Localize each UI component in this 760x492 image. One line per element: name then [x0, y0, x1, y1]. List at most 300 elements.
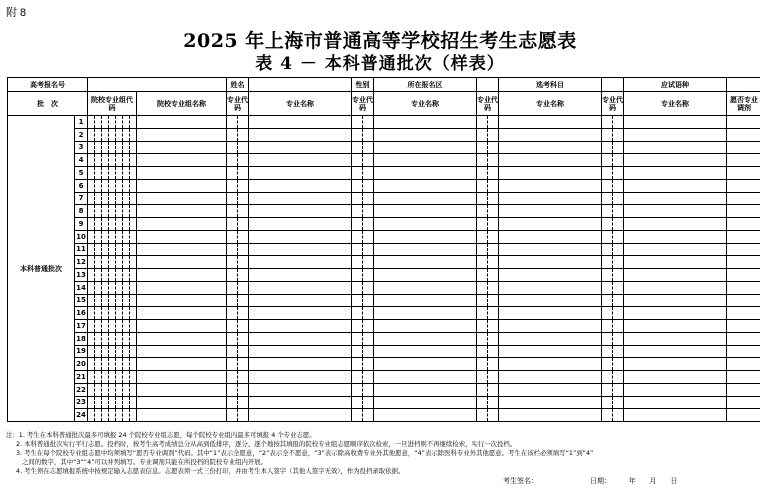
- major-name-cell[interactable]: [624, 371, 727, 384]
- major-code-cell[interactable]: [238, 409, 249, 422]
- major-code-cell[interactable]: [227, 192, 238, 205]
- major-name-cell[interactable]: [374, 332, 477, 345]
- major-name-cell[interactable]: [499, 358, 602, 371]
- major-code-cell[interactable]: [227, 320, 238, 333]
- major-name-cell[interactable]: [624, 332, 727, 345]
- group-code-cell[interactable]: [102, 167, 109, 180]
- adjust-cell[interactable]: [727, 154, 760, 167]
- group-code-cell[interactable]: [102, 409, 109, 422]
- group-code-cell[interactable]: [123, 218, 130, 231]
- major-code-cell[interactable]: [227, 230, 238, 243]
- major-code-cell[interactable]: [488, 409, 499, 422]
- major-name-cell[interactable]: [499, 371, 602, 384]
- major-code-cell[interactable]: [352, 205, 363, 218]
- group-code-cell[interactable]: [123, 269, 130, 282]
- group-code-cell[interactable]: [116, 358, 123, 371]
- major-code-cell[interactable]: [363, 179, 374, 192]
- major-name-cell[interactable]: [499, 243, 602, 256]
- major-name-cell[interactable]: [499, 230, 602, 243]
- major-name-cell[interactable]: [374, 345, 477, 358]
- major-code-cell[interactable]: [238, 243, 249, 256]
- group-name-cell[interactable]: [137, 371, 227, 384]
- major-code-cell[interactable]: [227, 256, 238, 269]
- group-code-cell[interactable]: [95, 179, 102, 192]
- major-code-cell[interactable]: [363, 128, 374, 141]
- major-code-cell[interactable]: [477, 371, 488, 384]
- group-code-cell[interactable]: [109, 332, 116, 345]
- group-code-cell[interactable]: [109, 205, 116, 218]
- major-name-cell[interactable]: [249, 128, 352, 141]
- group-code-cell[interactable]: [88, 294, 95, 307]
- major-code-cell[interactable]: [602, 371, 613, 384]
- major-code-cell[interactable]: [613, 243, 624, 256]
- group-code-cell[interactable]: [109, 230, 116, 243]
- group-name-cell[interactable]: [137, 218, 227, 231]
- major-code-cell[interactable]: [238, 383, 249, 396]
- major-code-cell[interactable]: [227, 269, 238, 282]
- major-code-cell[interactable]: [477, 167, 488, 180]
- group-code-cell[interactable]: [123, 128, 130, 141]
- major-code-cell[interactable]: [488, 128, 499, 141]
- group-code-cell[interactable]: [123, 358, 130, 371]
- group-code-cell[interactable]: [123, 281, 130, 294]
- group-name-cell[interactable]: [137, 332, 227, 345]
- group-code-cell[interactable]: [88, 345, 95, 358]
- major-name-cell[interactable]: [374, 128, 477, 141]
- group-code-cell[interactable]: [88, 383, 95, 396]
- group-code-cell[interactable]: [88, 269, 95, 282]
- major-code-cell[interactable]: [352, 281, 363, 294]
- major-code-cell[interactable]: [488, 345, 499, 358]
- group-name-cell[interactable]: [137, 358, 227, 371]
- major-name-cell[interactable]: [374, 320, 477, 333]
- major-code-cell[interactable]: [602, 320, 613, 333]
- group-name-cell[interactable]: [137, 141, 227, 154]
- major-code-cell[interactable]: [363, 269, 374, 282]
- group-code-cell[interactable]: [95, 243, 102, 256]
- group-code-cell[interactable]: [88, 371, 95, 384]
- group-code-cell[interactable]: [95, 167, 102, 180]
- group-code-cell[interactable]: [116, 167, 123, 180]
- major-name-cell[interactable]: [249, 192, 352, 205]
- major-name-cell[interactable]: [374, 179, 477, 192]
- major-name-cell[interactable]: [374, 167, 477, 180]
- major-code-cell[interactable]: [477, 243, 488, 256]
- major-name-cell[interactable]: [374, 281, 477, 294]
- major-code-cell[interactable]: [613, 281, 624, 294]
- major-code-cell[interactable]: [477, 332, 488, 345]
- major-name-cell[interactable]: [374, 154, 477, 167]
- major-code-cell[interactable]: [477, 230, 488, 243]
- group-code-cell[interactable]: [109, 141, 116, 154]
- group-code-cell[interactable]: [102, 243, 109, 256]
- major-code-cell[interactable]: [363, 116, 374, 129]
- major-name-cell[interactable]: [624, 128, 727, 141]
- major-code-cell[interactable]: [227, 358, 238, 371]
- major-name-cell[interactable]: [624, 409, 727, 422]
- major-code-cell[interactable]: [238, 256, 249, 269]
- group-code-cell[interactable]: [123, 192, 130, 205]
- major-code-cell[interactable]: [477, 154, 488, 167]
- major-name-cell[interactable]: [499, 396, 602, 409]
- major-code-cell[interactable]: [602, 192, 613, 205]
- major-name-cell[interactable]: [499, 154, 602, 167]
- major-code-cell[interactable]: [477, 179, 488, 192]
- major-code-cell[interactable]: [602, 409, 613, 422]
- major-code-cell[interactable]: [488, 371, 499, 384]
- group-code-cell[interactable]: [109, 128, 116, 141]
- group-code-cell[interactable]: [116, 230, 123, 243]
- group-code-cell[interactable]: [109, 294, 116, 307]
- major-name-cell[interactable]: [499, 269, 602, 282]
- major-code-cell[interactable]: [352, 116, 363, 129]
- major-name-cell[interactable]: [374, 294, 477, 307]
- group-code-cell[interactable]: [95, 294, 102, 307]
- major-code-cell[interactable]: [238, 141, 249, 154]
- major-code-cell[interactable]: [227, 141, 238, 154]
- group-code-cell[interactable]: [116, 205, 123, 218]
- major-name-cell[interactable]: [499, 320, 602, 333]
- group-code-cell[interactable]: [130, 141, 137, 154]
- group-code-cell[interactable]: [109, 116, 116, 129]
- group-name-cell[interactable]: [137, 116, 227, 129]
- group-code-cell[interactable]: [109, 345, 116, 358]
- major-name-cell[interactable]: [499, 192, 602, 205]
- adjust-cell[interactable]: [727, 281, 760, 294]
- group-name-cell[interactable]: [137, 294, 227, 307]
- major-name-cell[interactable]: [374, 243, 477, 256]
- major-code-cell[interactable]: [227, 116, 238, 129]
- major-code-cell[interactable]: [238, 358, 249, 371]
- major-name-cell[interactable]: [624, 358, 727, 371]
- group-code-cell[interactable]: [130, 205, 137, 218]
- major-code-cell[interactable]: [613, 396, 624, 409]
- major-code-cell[interactable]: [477, 218, 488, 231]
- group-code-cell[interactable]: [109, 383, 116, 396]
- major-name-cell[interactable]: [374, 383, 477, 396]
- group-code-cell[interactable]: [116, 383, 123, 396]
- group-code-cell[interactable]: [130, 383, 137, 396]
- group-code-cell[interactable]: [123, 243, 130, 256]
- group-code-cell[interactable]: [116, 371, 123, 384]
- group-name-cell[interactable]: [137, 409, 227, 422]
- group-code-cell[interactable]: [88, 230, 95, 243]
- major-code-cell[interactable]: [227, 345, 238, 358]
- major-code-cell[interactable]: [238, 230, 249, 243]
- major-code-cell[interactable]: [238, 371, 249, 384]
- adjust-cell[interactable]: [727, 192, 760, 205]
- group-code-cell[interactable]: [88, 409, 95, 422]
- major-code-cell[interactable]: [477, 320, 488, 333]
- major-code-cell[interactable]: [602, 358, 613, 371]
- major-code-cell[interactable]: [613, 383, 624, 396]
- adjust-cell[interactable]: [727, 371, 760, 384]
- major-code-cell[interactable]: [227, 371, 238, 384]
- major-code-cell[interactable]: [238, 294, 249, 307]
- major-code-cell[interactable]: [602, 269, 613, 282]
- major-code-cell[interactable]: [602, 154, 613, 167]
- major-code-cell[interactable]: [363, 383, 374, 396]
- group-code-cell[interactable]: [130, 371, 137, 384]
- group-code-cell[interactable]: [88, 167, 95, 180]
- major-code-cell[interactable]: [488, 332, 499, 345]
- major-name-cell[interactable]: [249, 243, 352, 256]
- group-code-cell[interactable]: [95, 307, 102, 320]
- major-code-cell[interactable]: [602, 141, 613, 154]
- major-code-cell[interactable]: [602, 307, 613, 320]
- major-code-cell[interactable]: [363, 154, 374, 167]
- major-name-cell[interactable]: [374, 116, 477, 129]
- group-code-cell[interactable]: [130, 269, 137, 282]
- major-code-cell[interactable]: [477, 116, 488, 129]
- group-code-cell[interactable]: [109, 358, 116, 371]
- group-code-cell[interactable]: [116, 294, 123, 307]
- major-code-cell[interactable]: [488, 281, 499, 294]
- major-code-cell[interactable]: [352, 256, 363, 269]
- major-code-cell[interactable]: [227, 281, 238, 294]
- major-code-cell[interactable]: [238, 320, 249, 333]
- group-code-cell[interactable]: [88, 179, 95, 192]
- major-code-cell[interactable]: [363, 307, 374, 320]
- major-code-cell[interactable]: [352, 243, 363, 256]
- major-code-cell[interactable]: [488, 307, 499, 320]
- major-code-cell[interactable]: [227, 205, 238, 218]
- adjust-cell[interactable]: [727, 256, 760, 269]
- group-code-cell[interactable]: [109, 154, 116, 167]
- group-code-cell[interactable]: [130, 358, 137, 371]
- group-name-cell[interactable]: [137, 256, 227, 269]
- major-code-cell[interactable]: [602, 383, 613, 396]
- major-code-cell[interactable]: [477, 269, 488, 282]
- major-code-cell[interactable]: [488, 230, 499, 243]
- group-code-cell[interactable]: [102, 307, 109, 320]
- group-code-cell[interactable]: [116, 256, 123, 269]
- major-code-cell[interactable]: [477, 345, 488, 358]
- group-name-cell[interactable]: [137, 205, 227, 218]
- adjust-cell[interactable]: [727, 141, 760, 154]
- major-code-cell[interactable]: [488, 218, 499, 231]
- major-code-cell[interactable]: [352, 294, 363, 307]
- major-code-cell[interactable]: [488, 256, 499, 269]
- major-code-cell[interactable]: [227, 307, 238, 320]
- major-code-cell[interactable]: [363, 371, 374, 384]
- adjust-cell[interactable]: [727, 116, 760, 129]
- major-name-cell[interactable]: [374, 396, 477, 409]
- major-name-cell[interactable]: [374, 218, 477, 231]
- group-code-cell[interactable]: [123, 179, 130, 192]
- group-name-cell[interactable]: [137, 230, 227, 243]
- major-code-cell[interactable]: [238, 332, 249, 345]
- major-code-cell[interactable]: [227, 332, 238, 345]
- major-code-cell[interactable]: [613, 269, 624, 282]
- major-name-cell[interactable]: [249, 332, 352, 345]
- group-code-cell[interactable]: [102, 332, 109, 345]
- group-code-cell[interactable]: [109, 396, 116, 409]
- major-name-cell[interactable]: [499, 332, 602, 345]
- major-code-cell[interactable]: [613, 192, 624, 205]
- group-code-cell[interactable]: [116, 179, 123, 192]
- major-name-cell[interactable]: [249, 307, 352, 320]
- major-code-cell[interactable]: [352, 167, 363, 180]
- group-code-cell[interactable]: [116, 320, 123, 333]
- major-code-cell[interactable]: [477, 192, 488, 205]
- group-code-cell[interactable]: [116, 332, 123, 345]
- group-code-cell[interactable]: [109, 167, 116, 180]
- major-name-cell[interactable]: [249, 345, 352, 358]
- major-code-cell[interactable]: [477, 294, 488, 307]
- group-code-cell[interactable]: [102, 192, 109, 205]
- major-code-cell[interactable]: [613, 179, 624, 192]
- major-name-cell[interactable]: [249, 396, 352, 409]
- major-name-cell[interactable]: [374, 192, 477, 205]
- major-name-cell[interactable]: [624, 396, 727, 409]
- major-code-cell[interactable]: [477, 307, 488, 320]
- major-code-cell[interactable]: [352, 154, 363, 167]
- major-name-cell[interactable]: [499, 294, 602, 307]
- group-code-cell[interactable]: [88, 205, 95, 218]
- major-code-cell[interactable]: [488, 116, 499, 129]
- group-code-cell[interactable]: [109, 281, 116, 294]
- group-code-cell[interactable]: [130, 192, 137, 205]
- group-code-cell[interactable]: [116, 128, 123, 141]
- major-name-cell[interactable]: [499, 179, 602, 192]
- major-name-cell[interactable]: [624, 116, 727, 129]
- group-code-cell[interactable]: [130, 218, 137, 231]
- major-code-cell[interactable]: [227, 154, 238, 167]
- major-name-cell[interactable]: [499, 256, 602, 269]
- major-code-cell[interactable]: [352, 192, 363, 205]
- major-code-cell[interactable]: [488, 205, 499, 218]
- major-name-cell[interactable]: [249, 409, 352, 422]
- group-code-cell[interactable]: [109, 269, 116, 282]
- group-code-cell[interactable]: [109, 371, 116, 384]
- group-code-cell[interactable]: [130, 345, 137, 358]
- major-code-cell[interactable]: [602, 332, 613, 345]
- major-code-cell[interactable]: [363, 294, 374, 307]
- group-code-cell[interactable]: [109, 218, 116, 231]
- group-code-cell[interactable]: [130, 332, 137, 345]
- major-name-cell[interactable]: [249, 281, 352, 294]
- major-code-cell[interactable]: [488, 269, 499, 282]
- major-code-cell[interactable]: [613, 358, 624, 371]
- major-code-cell[interactable]: [363, 167, 374, 180]
- group-code-cell[interactable]: [116, 116, 123, 129]
- group-code-cell[interactable]: [123, 116, 130, 129]
- group-code-cell[interactable]: [123, 396, 130, 409]
- group-code-cell[interactable]: [123, 141, 130, 154]
- major-code-cell[interactable]: [363, 205, 374, 218]
- group-code-cell[interactable]: [88, 256, 95, 269]
- major-code-cell[interactable]: [488, 358, 499, 371]
- major-code-cell[interactable]: [352, 307, 363, 320]
- major-name-cell[interactable]: [499, 167, 602, 180]
- group-code-cell[interactable]: [116, 154, 123, 167]
- major-code-cell[interactable]: [488, 294, 499, 307]
- major-code-cell[interactable]: [488, 320, 499, 333]
- group-code-cell[interactable]: [116, 269, 123, 282]
- major-name-cell[interactable]: [249, 371, 352, 384]
- major-code-cell[interactable]: [238, 192, 249, 205]
- major-code-cell[interactable]: [613, 230, 624, 243]
- major-code-cell[interactable]: [488, 167, 499, 180]
- group-code-cell[interactable]: [88, 141, 95, 154]
- adjust-cell[interactable]: [727, 128, 760, 141]
- group-code-cell[interactable]: [130, 256, 137, 269]
- major-code-cell[interactable]: [352, 409, 363, 422]
- major-name-cell[interactable]: [249, 116, 352, 129]
- major-code-cell[interactable]: [602, 256, 613, 269]
- name-field[interactable]: [249, 78, 352, 92]
- major-name-cell[interactable]: [624, 243, 727, 256]
- major-code-cell[interactable]: [238, 205, 249, 218]
- major-code-cell[interactable]: [363, 230, 374, 243]
- adjust-cell[interactable]: [727, 307, 760, 320]
- group-code-cell[interactable]: [102, 383, 109, 396]
- major-code-cell[interactable]: [238, 154, 249, 167]
- major-code-cell[interactable]: [363, 358, 374, 371]
- major-name-cell[interactable]: [499, 141, 602, 154]
- adjust-cell[interactable]: [727, 167, 760, 180]
- exam-no-field[interactable]: [88, 78, 227, 92]
- group-code-cell[interactable]: [116, 307, 123, 320]
- group-code-cell[interactable]: [88, 243, 95, 256]
- group-name-cell[interactable]: [137, 345, 227, 358]
- group-code-cell[interactable]: [102, 179, 109, 192]
- group-code-cell[interactable]: [130, 409, 137, 422]
- group-code-cell[interactable]: [116, 218, 123, 231]
- group-code-cell[interactable]: [123, 383, 130, 396]
- group-code-cell[interactable]: [116, 396, 123, 409]
- major-name-cell[interactable]: [249, 230, 352, 243]
- major-name-cell[interactable]: [374, 307, 477, 320]
- major-code-cell[interactable]: [352, 396, 363, 409]
- major-name-cell[interactable]: [249, 179, 352, 192]
- major-code-cell[interactable]: [227, 396, 238, 409]
- group-name-cell[interactable]: [137, 154, 227, 167]
- group-code-cell[interactable]: [95, 320, 102, 333]
- major-name-cell[interactable]: [249, 256, 352, 269]
- major-code-cell[interactable]: [477, 396, 488, 409]
- major-name-cell[interactable]: [374, 371, 477, 384]
- group-code-cell[interactable]: [88, 218, 95, 231]
- subject-field[interactable]: [602, 78, 624, 92]
- major-name-cell[interactable]: [499, 383, 602, 396]
- major-name-cell[interactable]: [374, 230, 477, 243]
- major-code-cell[interactable]: [613, 409, 624, 422]
- group-code-cell[interactable]: [102, 205, 109, 218]
- major-name-cell[interactable]: [499, 345, 602, 358]
- major-code-cell[interactable]: [238, 128, 249, 141]
- major-code-cell[interactable]: [488, 179, 499, 192]
- group-code-cell[interactable]: [130, 294, 137, 307]
- major-code-cell[interactable]: [477, 141, 488, 154]
- adjust-cell[interactable]: [727, 205, 760, 218]
- group-code-cell[interactable]: [88, 128, 95, 141]
- adjust-cell[interactable]: [727, 332, 760, 345]
- major-name-cell[interactable]: [249, 218, 352, 231]
- group-code-cell[interactable]: [109, 243, 116, 256]
- major-code-cell[interactable]: [227, 128, 238, 141]
- adjust-cell[interactable]: [727, 243, 760, 256]
- major-name-cell[interactable]: [624, 192, 727, 205]
- group-code-cell[interactable]: [102, 294, 109, 307]
- major-name-cell[interactable]: [374, 141, 477, 154]
- group-code-cell[interactable]: [88, 307, 95, 320]
- group-name-cell[interactable]: [137, 167, 227, 180]
- adjust-cell[interactable]: [727, 409, 760, 422]
- major-name-cell[interactable]: [624, 345, 727, 358]
- major-name-cell[interactable]: [499, 307, 602, 320]
